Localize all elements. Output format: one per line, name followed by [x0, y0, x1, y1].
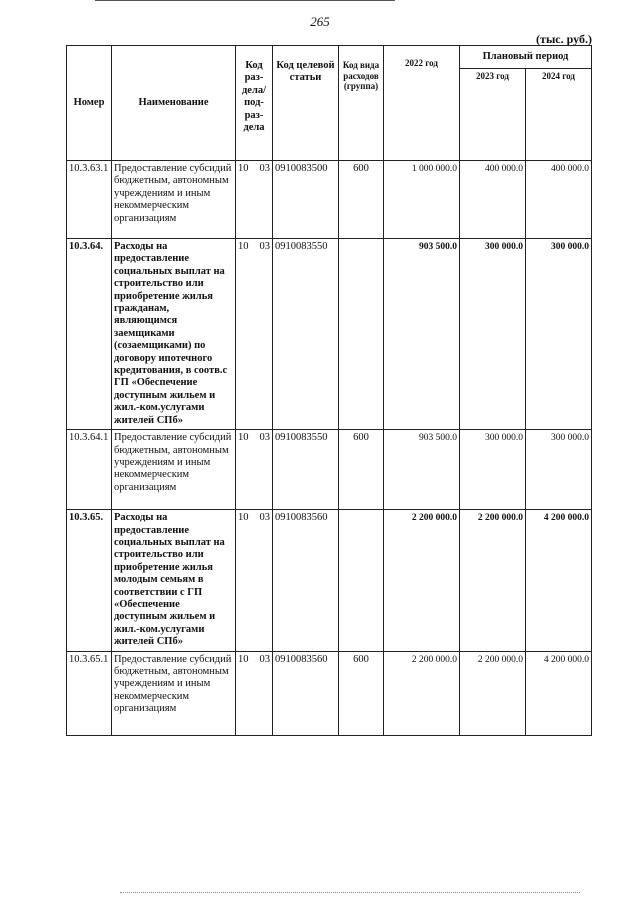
row-expense: 600 [339, 161, 384, 239]
row-target: 0910083560 [273, 510, 339, 651]
row-target: 0910083500 [273, 161, 339, 239]
row-number: 10.3.65. [67, 510, 112, 651]
row-expense: 600 [339, 651, 384, 735]
header-2022: 2022 год [384, 46, 460, 161]
row-2023: 2 200 000.0 [460, 510, 526, 651]
page-number: 265 [310, 14, 330, 29]
row-target: 0910083550 [273, 430, 339, 510]
row-target: 0910083560 [273, 651, 339, 735]
table-row [67, 651, 592, 735]
row-name: Предоставление субсидий бюджетным, автономным учреждениям и иным некоммерческим организациям [112, 161, 236, 239]
row-2024: 300 000.0 [526, 239, 592, 430]
row-section: 10 03 [236, 651, 273, 735]
row-section: 10 03 [236, 161, 273, 239]
scan-footer-line [120, 892, 580, 895]
header-2024: 2024 год [526, 69, 592, 161]
row-number: 10.3.64. [67, 239, 112, 430]
row-name: Предоставление субсидий бюджетным, автономным учреждениям и иным некоммерческим организациям [112, 651, 236, 735]
table-row [67, 510, 592, 651]
row-expense [339, 239, 384, 430]
row-2022: 903 500.0 [384, 430, 460, 510]
row-2022: 2 200 000.0 [384, 510, 460, 651]
row-2024: 300 000.0 [526, 430, 592, 510]
row-expense: 600 [339, 430, 384, 510]
row-section: 10 03 [236, 430, 273, 510]
row-expense [339, 510, 384, 651]
header-target: Код целевой статьи [273, 46, 339, 161]
row-name: Расходы на предоставление социальных выплат на строительство или приобретение жилья молодым семьям в соответствии с ГП «Обеспечение доступным жильем и жил.-ком.услугами жителей СПб» [112, 510, 236, 651]
header-number: Номер [67, 46, 112, 161]
row-2022: 903 500.0 [384, 239, 460, 430]
row-2023: 300 000.0 [460, 430, 526, 510]
row-number: 10.3.65.1 [67, 651, 112, 735]
table-row [67, 239, 592, 430]
row-section: 10 03 [236, 510, 273, 651]
table-row [67, 430, 592, 510]
row-2024: 4 200 000.0 [526, 651, 592, 735]
header-planning-period: Плановый период [460, 46, 592, 69]
row-section: 10 03 [236, 239, 273, 430]
row-name: Расходы на предоставление социальных выплат на строительство или приобретение жилья гражданам, являющимся заемщиками (созаемщиками) по договору ипотечного кредитования, в соотв.с ГП «Обеспечение доступным жильем и жил.-ком.услугами жителей СПб» [112, 239, 236, 430]
row-number: 10.3.63.1 [67, 161, 112, 239]
row-name: Предоставление субсидий бюджетным, автономным учреждениям и иным некоммерческим организациям [112, 430, 236, 510]
row-2023: 2 200 000.0 [460, 651, 526, 735]
row-number: 10.3.64.1 [67, 430, 112, 510]
header-row-1 [67, 46, 592, 69]
row-2022: 2 200 000.0 [384, 651, 460, 735]
row-target: 0910083550 [273, 239, 339, 430]
header-section: Код раз-дела/ под-раз-дела [236, 46, 273, 161]
table-row [67, 161, 592, 239]
header-2023: 2023 год [460, 69, 526, 161]
row-2024: 4 200 000.0 [526, 510, 592, 651]
units-label: (тыс. руб.) [536, 32, 592, 46]
row-2023: 400 000.0 [460, 161, 526, 239]
header-name: Наименование [112, 46, 236, 161]
top-rule [95, 0, 395, 1]
row-2024: 400 000.0 [526, 161, 592, 239]
row-2023: 300 000.0 [460, 239, 526, 430]
budget-table [66, 45, 592, 736]
header-expense-type: Код вида расходов (группа) [339, 46, 384, 161]
row-2022: 1 000 000.0 [384, 161, 460, 239]
